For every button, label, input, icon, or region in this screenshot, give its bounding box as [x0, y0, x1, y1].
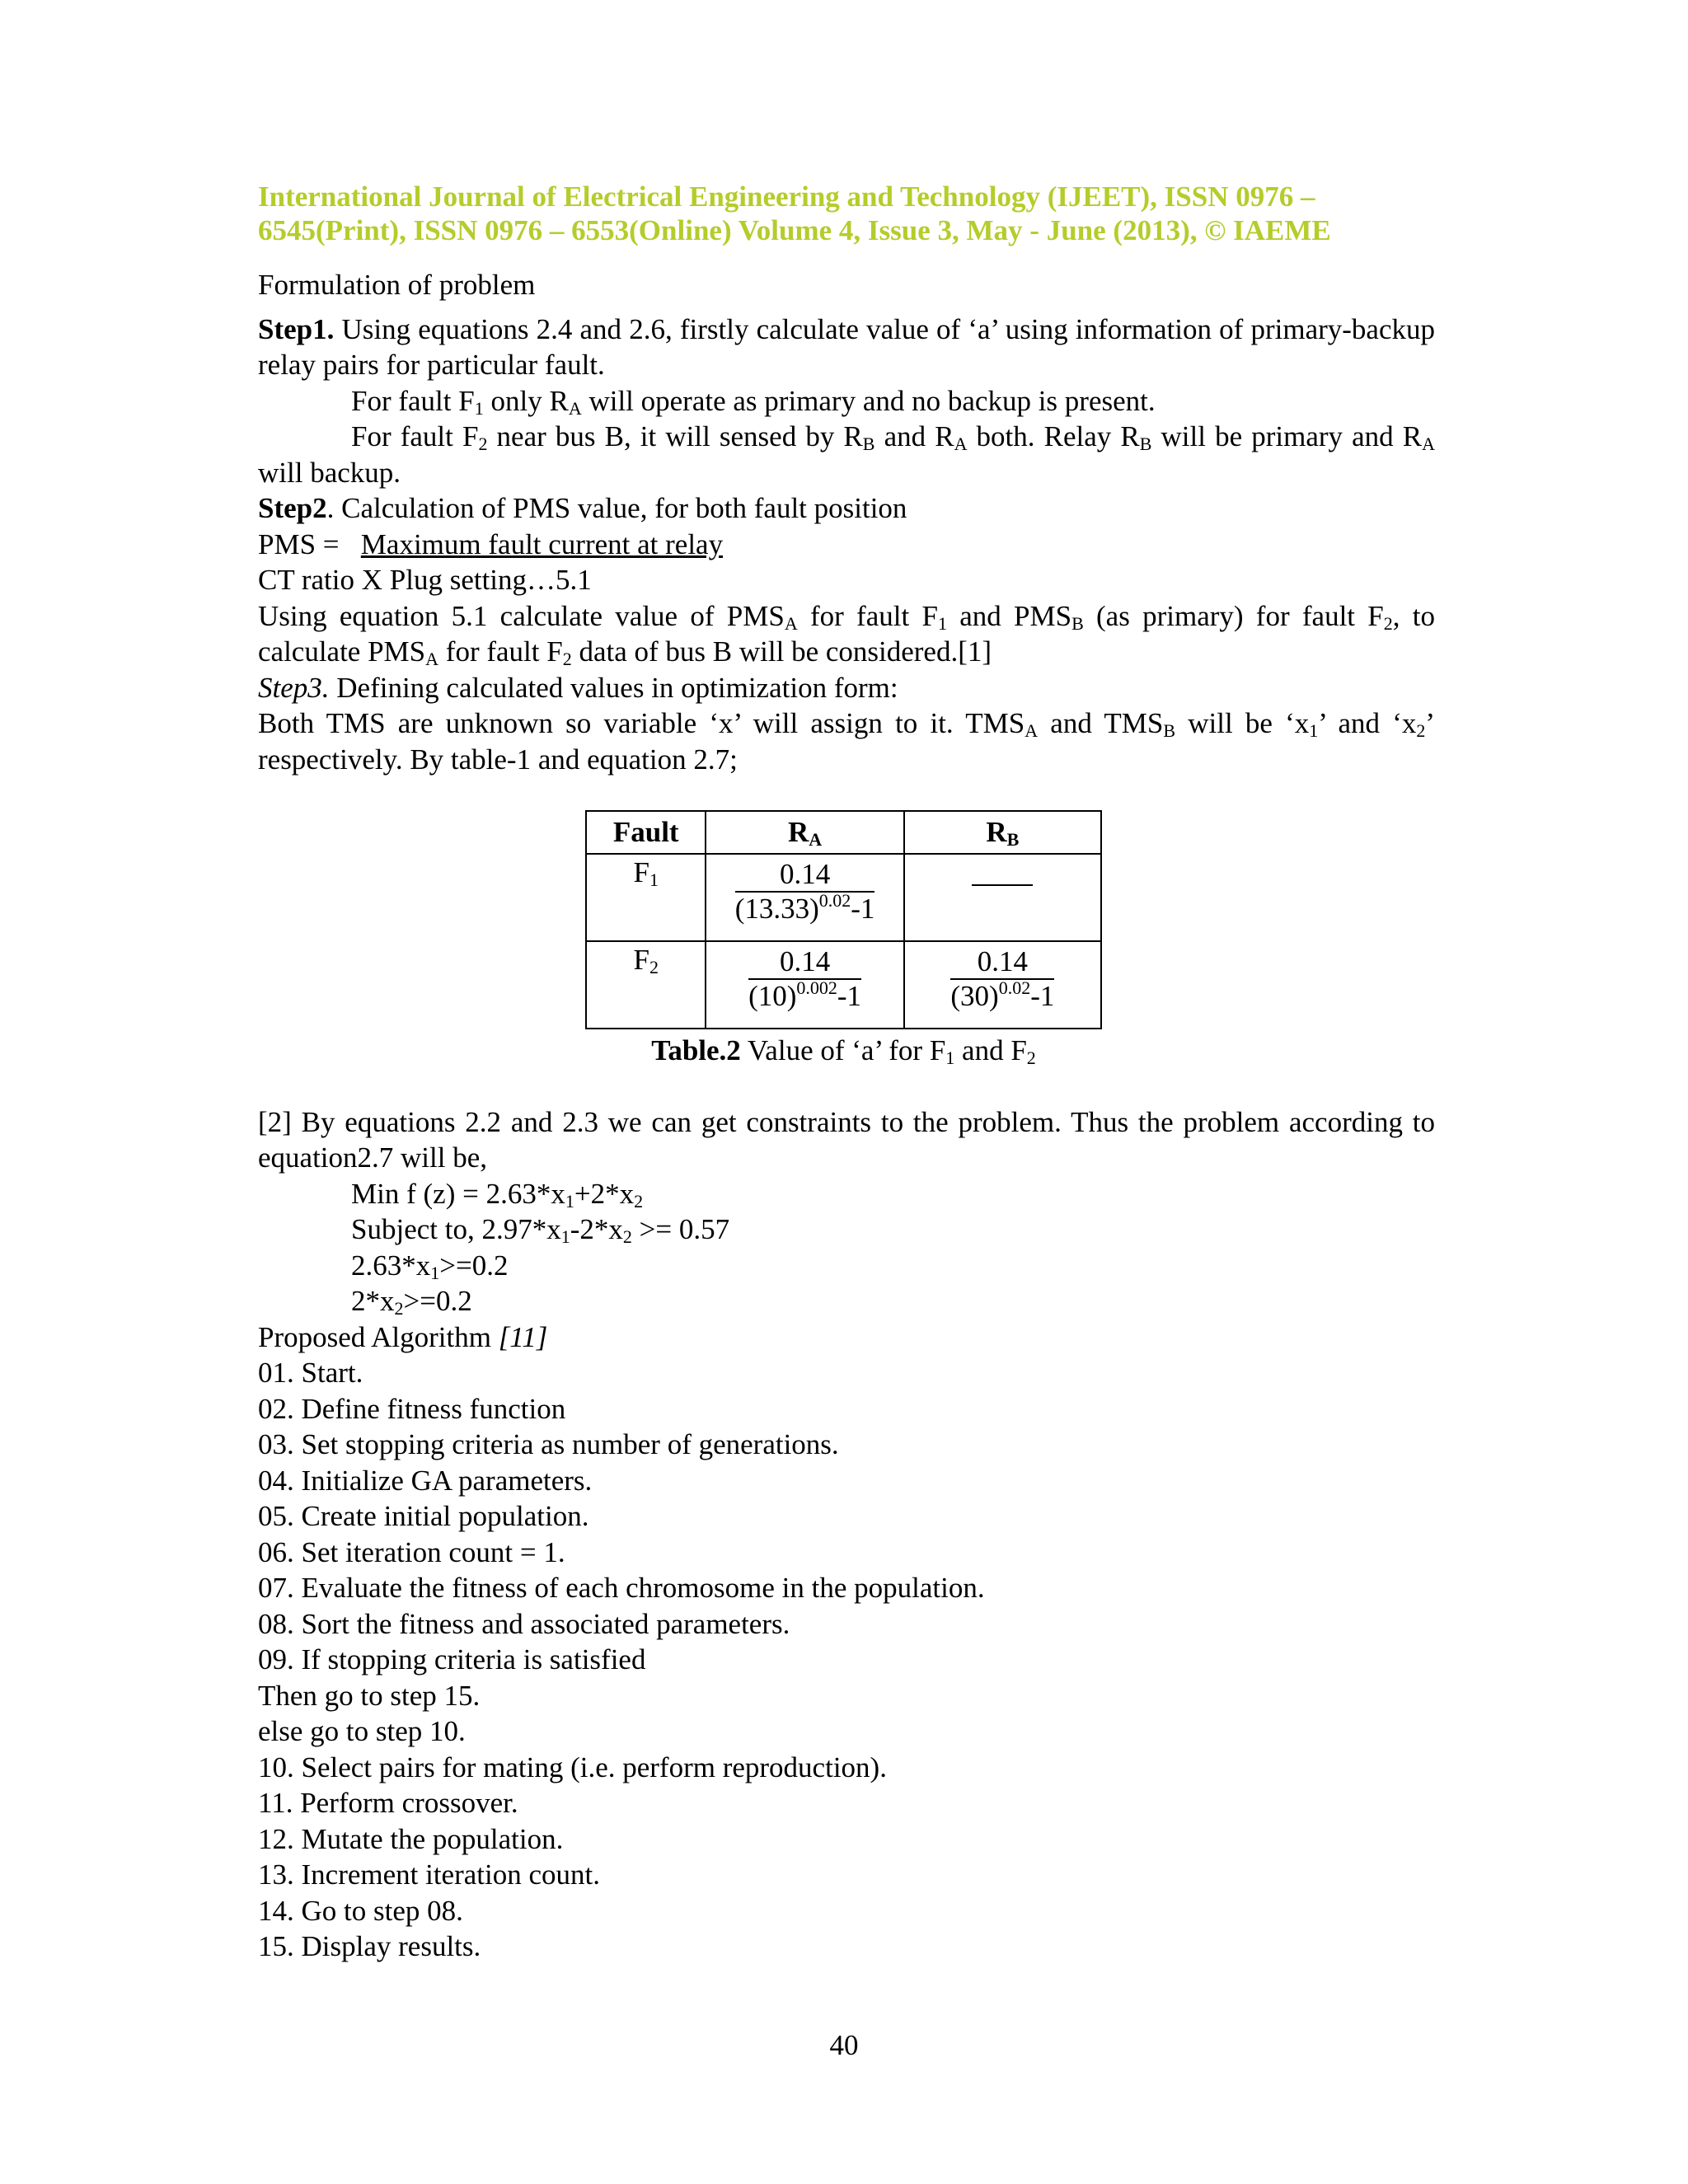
text: and PMS	[946, 599, 1072, 632]
cell-rb-f2	[904, 941, 1101, 1029]
text: (13.33)	[734, 893, 819, 925]
denominator	[950, 977, 1055, 1013]
step3-text: Defining calculated values in optimization form:	[329, 671, 898, 704]
subscript: A	[954, 434, 968, 454]
subscript: B	[1163, 720, 1176, 741]
text: For fault F	[351, 420, 479, 452]
text: Using equation 5.1 calculate value of PMS	[258, 599, 785, 632]
text: will be ‘x	[1175, 707, 1310, 739]
list-item: 04. Initialize GA parameters.	[258, 1464, 593, 1497]
text: Both TMS are unknown so variable ‘x’ will assign to it. TMS	[258, 707, 1025, 739]
text: -1	[851, 893, 875, 925]
step2-using	[258, 598, 1435, 670]
fraction	[748, 945, 861, 1013]
list-item: 01. Start.	[258, 1357, 363, 1389]
table-caption	[585, 1033, 1102, 1069]
constraint-subject	[258, 1212, 1435, 1248]
step1-paragraph	[258, 312, 1435, 383]
cell-ra-f1	[706, 854, 903, 941]
text: (10)	[748, 980, 797, 1012]
journal-header	[258, 180, 1435, 247]
cell-rb-f1	[904, 854, 1101, 941]
list-item: 02. Define fitness function	[258, 1392, 566, 1425]
list-item: 11. Perform crossover.	[258, 1787, 518, 1819]
text: R	[787, 816, 809, 848]
subscript: B	[862, 434, 875, 454]
step3-label: Step3.	[258, 671, 330, 704]
table-header-row	[586, 811, 1101, 854]
step1-label: Step1.	[258, 312, 335, 345]
subscript: 1	[1309, 720, 1319, 741]
numerator: 0.14	[950, 945, 1054, 980]
subscript: A	[1422, 434, 1435, 454]
subscript: A	[568, 397, 582, 419]
denominator	[748, 977, 862, 1013]
cell-ra-f2	[706, 941, 903, 1029]
pms-formula	[258, 527, 1435, 563]
step2-text: . Calculation of PMS value, for both fault position	[326, 492, 907, 524]
subscript: B	[1006, 829, 1020, 850]
subscript: 2	[478, 434, 488, 454]
text: Min f (z) = 2.63*x	[351, 1177, 565, 1210]
text: data of bus B will be considered.[1]	[571, 635, 992, 668]
cell-fault-f1	[586, 854, 706, 941]
subscript: A	[1025, 720, 1039, 741]
pms-denominator: CT ratio X Plug setting…5.1	[258, 564, 592, 596]
constraint-2	[258, 1283, 1435, 1319]
text: ’ respectively. By table-1 and equation 2.7;	[258, 707, 1436, 776]
constraint-1	[258, 1248, 1435, 1284]
text: and F	[954, 1034, 1027, 1066]
list-item: 12. Mutate the population.	[258, 1822, 564, 1855]
text: will be primary and R	[1151, 420, 1423, 452]
header-line-2: 6545(Print), ISSN 0976 – 6553(Online) Volume 4, Issue 3, May - June (2013), © IAEME	[258, 214, 1331, 246]
text: -1	[1030, 980, 1055, 1012]
subscript: 1	[937, 612, 947, 634]
numerator: 0.14	[735, 858, 875, 893]
list-item: 14. Go to step 08.	[258, 1894, 463, 1927]
subscript: 2	[1416, 720, 1426, 741]
header-fault: Fault	[586, 811, 706, 854]
caption-label: Table.2	[651, 1034, 741, 1066]
step1-text: Using equations 2.4 and 2.6, firstly calculate value of ‘a’ using information of primary-backup relay pairs for particular fault.	[258, 312, 1435, 381]
denominator	[734, 890, 875, 926]
text: will operate as primary and no backup is present.	[581, 384, 1156, 417]
text: for fault F	[438, 635, 563, 668]
subscript: A	[425, 649, 439, 669]
constraints-intro: [2] By equations 2.2 and 2.3 we can get constraints to the problem. Thus the problem according to equation2.7 will be,	[258, 1105, 1435, 1174]
subscript: B	[1139, 434, 1152, 454]
subscript: B	[1071, 612, 1084, 634]
page-number: 40	[829, 2029, 859, 2061]
text: F	[633, 944, 649, 976]
step1-fault2	[258, 419, 1435, 490]
subscript: 2	[1026, 1047, 1036, 1068]
algorithm-title	[258, 1319, 1435, 1356]
value-of-a-table	[585, 810, 1102, 1029]
fraction	[950, 945, 1054, 1013]
text: >= 0.57	[631, 1213, 730, 1245]
subscript: A	[809, 829, 823, 850]
list-item: 09. If stopping criteria is satisfied	[258, 1643, 646, 1675]
exponent: 0.002	[796, 977, 837, 998]
exponent: 0.02	[998, 977, 1031, 998]
list-item: 07. Evaluate the fitness of each chromosome in the population.	[258, 1572, 985, 1604]
list-item: 08. Sort the fitness and associated parameters.	[258, 1607, 790, 1640]
step2-label: Step2	[258, 492, 327, 524]
subscript: 2	[634, 1190, 644, 1212]
list-item: else go to step 10.	[258, 1715, 466, 1747]
text: For fault F	[351, 384, 475, 417]
list-item: 05. Create initial population.	[258, 1500, 589, 1532]
subscript: 1	[565, 1190, 574, 1212]
text: -2*x	[570, 1213, 623, 1245]
text: and R	[874, 420, 954, 452]
subscript: 1	[430, 1262, 440, 1283]
list-item: 03. Set stopping criteria as number of generations.	[258, 1428, 839, 1460]
subscript: 1	[474, 397, 484, 419]
table-2	[585, 810, 1102, 1069]
subscript: 2	[622, 1226, 632, 1247]
text: for fault F	[797, 599, 938, 632]
text: (as primary) for fault F	[1083, 599, 1384, 632]
table-row-f1	[586, 854, 1101, 941]
step3-both	[258, 705, 1435, 777]
algorithm-steps	[258, 1355, 1435, 1965]
objective-function	[258, 1176, 1435, 1212]
step1-fault1	[258, 383, 1435, 419]
list-item: 13. Increment iteration count.	[258, 1858, 600, 1891]
list-item: 10. Select pairs for mating (i.e. perform reproduction).	[258, 1750, 887, 1783]
text: only R	[483, 384, 569, 417]
text: and TMS	[1038, 707, 1164, 739]
subscript: 1	[560, 1226, 570, 1247]
numerator: 0.14	[748, 945, 861, 980]
text: +2*x	[574, 1177, 635, 1210]
text: will backup.	[258, 456, 401, 489]
text: -1	[837, 980, 862, 1012]
list-item: Then go to step 15.	[258, 1679, 481, 1712]
section-heading: Formulation of problem	[258, 269, 536, 301]
text: Proposed Algorithm	[258, 1320, 499, 1353]
header-line-1: International Journal of Electrical Engineering and Technology (IJEET), ISSN 0976 –	[258, 180, 1315, 213]
pms-numerator: Maximum fault current at relay	[360, 527, 724, 560]
header-rb	[904, 811, 1101, 854]
text: Subject to, 2.97*x	[351, 1213, 561, 1245]
text: 2*x	[351, 1285, 395, 1317]
cell-fault-f2	[586, 941, 706, 1029]
table-row-f2	[586, 941, 1101, 1029]
text: both. Relay R	[967, 420, 1140, 452]
list-item: 15. Display results.	[258, 1930, 481, 1962]
step3-paragraph	[258, 670, 1435, 706]
subscript: 2	[649, 957, 659, 977]
text: >=0.2	[403, 1285, 472, 1317]
subscript: 2	[394, 1298, 404, 1319]
empty-dash	[972, 855, 1033, 886]
text: near bus B, it will sensed by R	[487, 420, 863, 452]
text: >=0.2	[439, 1249, 509, 1282]
exponent: 0.02	[818, 890, 851, 911]
header-ra	[706, 811, 903, 854]
text: , to calculate PMS	[258, 599, 1435, 668]
text: R	[986, 816, 1007, 848]
text: F	[633, 856, 649, 888]
subscript: 1	[649, 869, 659, 890]
text: ’ and ‘x	[1318, 707, 1417, 739]
list-item: 06. Set iteration count = 1.	[258, 1535, 565, 1568]
text: 2.63*x	[351, 1249, 431, 1282]
subscript: 1	[945, 1047, 955, 1068]
pms-lhs: PMS =	[258, 527, 347, 560]
text: Value of ‘a’ for F	[740, 1034, 946, 1066]
text: (30)	[950, 980, 999, 1012]
subscript: A	[784, 612, 798, 634]
subscript: 2	[562, 649, 572, 669]
page-body	[258, 180, 1435, 1965]
algorithm-reference: [11]	[498, 1320, 548, 1353]
fraction	[735, 858, 875, 926]
subscript: 2	[1383, 612, 1393, 634]
step2-paragraph	[258, 490, 1435, 527]
